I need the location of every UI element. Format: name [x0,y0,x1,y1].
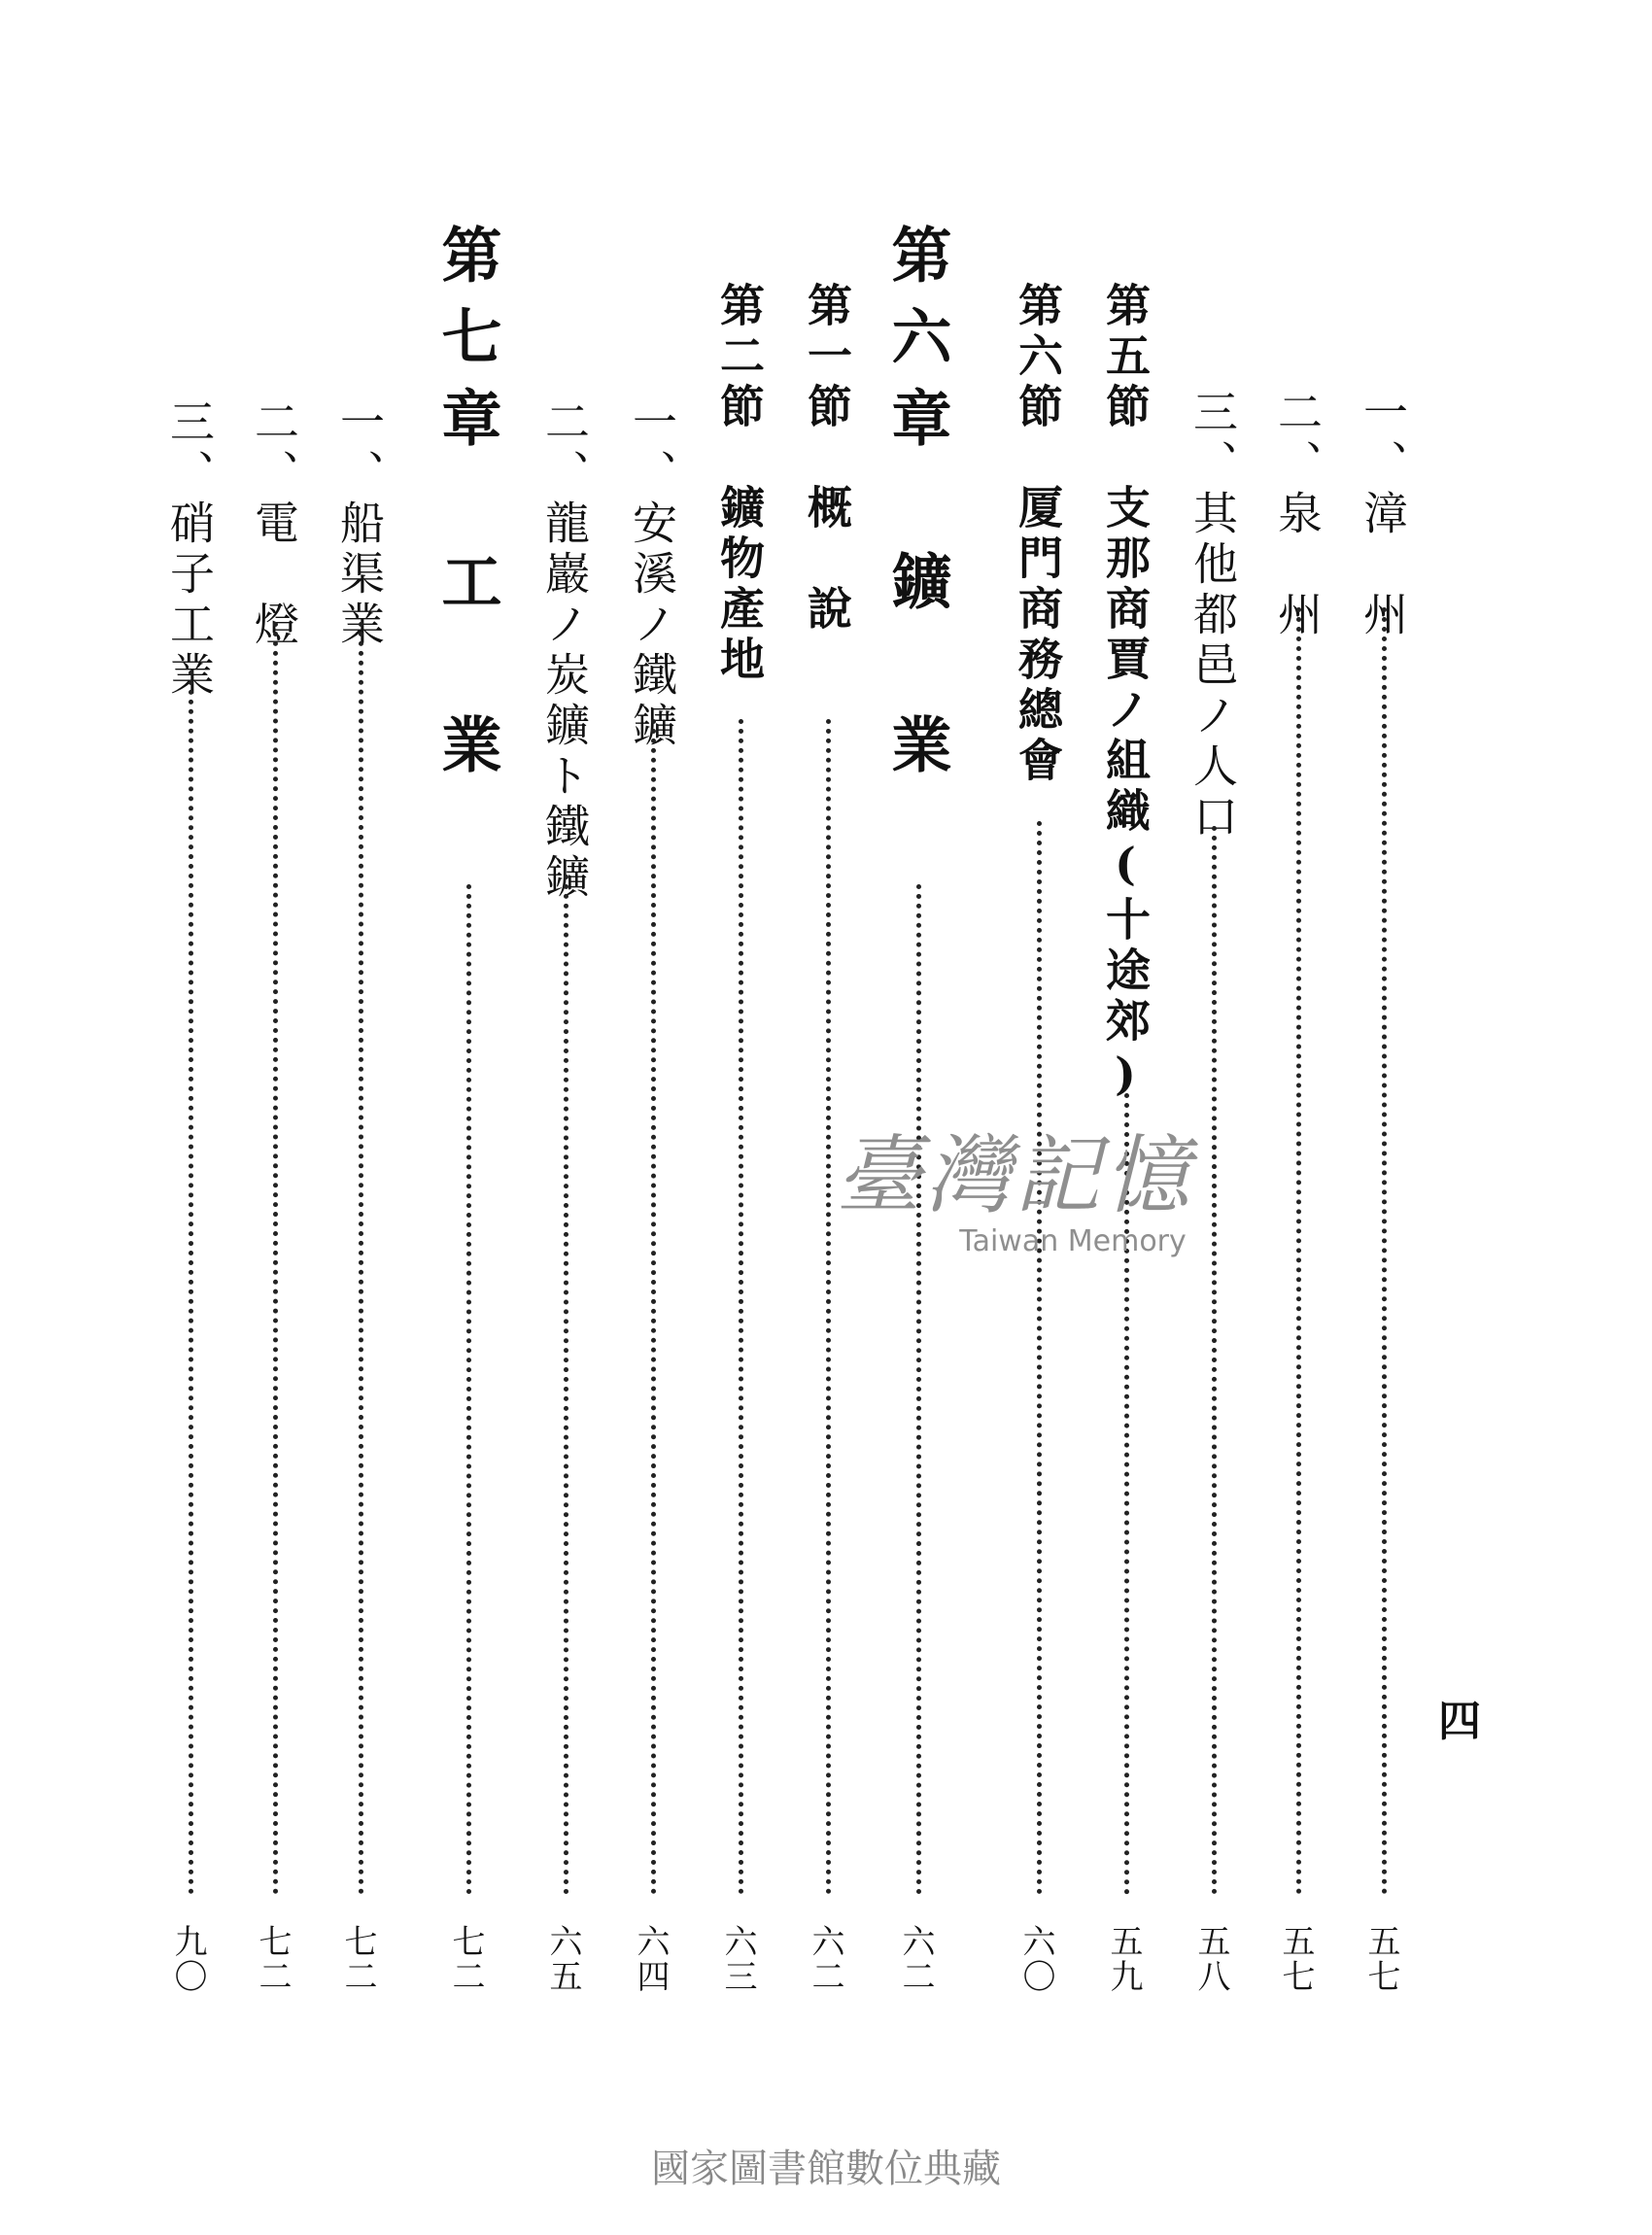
toc-page-number: 七二 [338,1924,377,1994]
watermark [836,1108,1193,1258]
dot-leader [359,622,363,1895]
dot-leader [189,670,193,1895]
toc-chapter-heading [432,224,500,795]
toc-page-number: 六〇 [1016,1924,1055,1994]
watermark-text-cn: 臺灣記憶 [836,1125,1194,1225]
toc-entry [240,398,308,651]
toc-entry-title: 二、泉 州 [1271,389,1324,641]
toc-page-number: 六五 [543,1924,582,1994]
toc-entry-title: 第六章 鑛 業 [881,224,952,795]
dot-leader [273,622,278,1895]
toc-entry [793,282,861,636]
dot-leader [826,719,831,1895]
dot-leader [1296,607,1301,1895]
toc-chapter-heading [882,224,950,795]
dot-leader [1382,607,1387,1895]
dot-leader [1037,821,1042,1895]
toc-page-number: 六二 [896,1924,935,1994]
toc-page-number: 五八 [1191,1924,1230,1994]
dot-leader [739,719,743,1895]
toc-entry [1349,389,1417,641]
toc-entry-title: 一、船渠業 [333,398,386,651]
toc-page-number: 六二 [806,1924,844,1994]
toc-entry-title: 第一節 概 說 [801,282,853,636]
toc-page-number: 六三 [718,1924,757,1994]
toc-entry-title: 二、電 燈 [248,398,300,651]
toc-page-number: 七二 [253,1924,292,1994]
toc-entry [1263,389,1331,641]
toc-entry [706,282,774,686]
toc-entry-title: 第五節 支那商賈ノ組織(十途郊) [1099,282,1152,1106]
toc-entry-title: 二、龍巖ノ炭鑛ト鐵鑛 [538,398,591,904]
toc-page-number: 五九 [1104,1924,1143,1994]
toc-entry-title: 第六節 厦門商務總會 [1012,282,1064,787]
watermark-text-en: Taiwan Memory [959,1224,1187,1258]
folio-page-number: 四 [1438,1697,1481,1746]
toc-entry-title: 第二節 鑛物產地 [713,282,766,686]
toc-page-number: 五七 [1361,1924,1400,1994]
dot-leader [564,875,568,1895]
toc-entry [618,398,686,752]
dot-leader [1212,826,1217,1895]
toc-entry-title: 三、硝子工業 [163,398,216,702]
dot-leader [651,719,656,1895]
toc-page-number: 七二 [446,1924,485,1994]
footer-caption: 國家圖書館數位典藏 [651,2147,1001,2191]
toc-entry [1091,282,1159,1106]
dot-leader [916,884,921,1895]
toc-entry [155,398,224,702]
toc-entry-title: 三、其他都邑ノ人口 [1187,389,1239,843]
toc-page-number: 九〇 [168,1924,207,1994]
toc-entry-title: 一、安溪ノ鐵鑛 [626,398,678,752]
toc-entry [1179,389,1247,843]
dot-leader [466,884,471,1895]
toc-page-number: 六四 [631,1924,670,1994]
toc-entry [1004,282,1072,787]
toc-entry [531,398,599,904]
toc-entry [326,398,394,651]
toc-entry-title: 一、漳 州 [1357,389,1409,641]
toc-page-number: 五七 [1276,1924,1315,1994]
toc-entry-title: 第七章 工 業 [431,224,502,795]
